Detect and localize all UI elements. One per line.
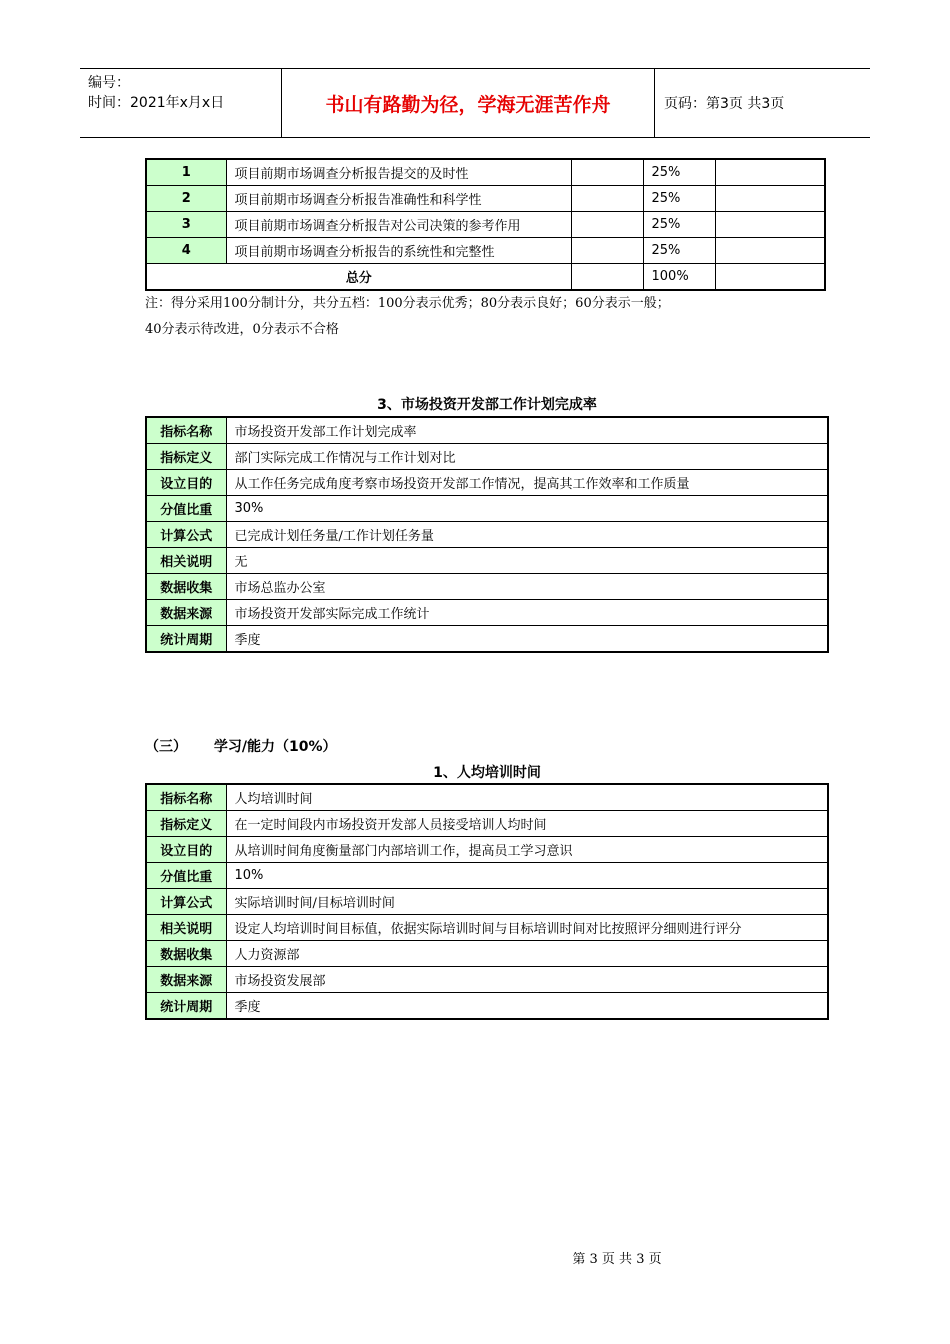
row-label: 指标定义 [146, 444, 226, 470]
row-label: 数据收集 [146, 941, 226, 967]
row-label: 指标定义 [146, 811, 226, 837]
table-row [146, 993, 828, 1020]
table-row [146, 548, 828, 574]
row-weight: 25% [643, 159, 715, 186]
row-label: 相关说明 [146, 915, 226, 941]
row-value: 人均培训时间 [226, 784, 828, 811]
date-label: 时间：2021年x月x日 [88, 95, 225, 111]
row-label: 指标名称 [146, 784, 226, 811]
section-title: 1、人均培训时间 [433, 765, 541, 781]
header-left [88, 73, 224, 113]
table-row [146, 417, 828, 444]
row-label: 统计周期 [146, 626, 226, 653]
page-header [80, 68, 870, 138]
row-value: 市场投资开发部实际完成工作统计 [226, 600, 828, 626]
row-value: 实际培训时间/目标培训时间 [226, 889, 828, 915]
section-title: 3、市场投资开发部工作计划完成率 [377, 397, 597, 413]
row-label: 设立目的 [146, 837, 226, 863]
row-weight: 25% [643, 186, 715, 212]
indicator-table [145, 416, 829, 653]
table-row [146, 784, 828, 811]
total-remark [715, 264, 825, 291]
row-label: 数据来源 [146, 967, 226, 993]
part-heading [145, 736, 337, 756]
row-label: 数据来源 [146, 600, 226, 626]
row-value: 已完成计划任务量/工作计划任务量 [226, 522, 828, 548]
table-row [146, 159, 825, 186]
row-score [571, 159, 643, 186]
row-number: 2 [146, 186, 226, 212]
indicator-table [145, 783, 829, 1020]
table-row [146, 915, 828, 941]
table-row [146, 470, 828, 496]
row-label: 指标名称 [146, 417, 226, 444]
row-value: 从工作任务完成角度考察市场投资开发部工作情况，提高其工作效率和工作质量 [226, 470, 828, 496]
table-row [146, 941, 828, 967]
row-value: 人力资源部 [226, 941, 828, 967]
table-row [146, 889, 828, 915]
row-label: 分值比重 [146, 863, 226, 889]
row-remark [715, 238, 825, 264]
row-label: 数据收集 [146, 574, 226, 600]
row-value: 设定人均培训时间目标值，依据实际培训时间与目标培训时间对比按照评分细则进行评分 [226, 915, 828, 941]
row-value: 季度 [226, 993, 828, 1020]
table-row [146, 600, 828, 626]
table-row [146, 837, 828, 863]
table-row [146, 186, 825, 212]
table-row [146, 212, 825, 238]
total-score [571, 264, 643, 291]
row-value: 无 [226, 548, 828, 574]
row-score [571, 212, 643, 238]
row-label: 分值比重 [146, 496, 226, 522]
row-item: 项目前期市场调查分析报告的系统性和完整性 [226, 238, 571, 264]
row-remark [715, 159, 825, 186]
table-row [146, 496, 828, 522]
header-page-label: 页码：第3页 共3页 [664, 96, 785, 112]
table-row [146, 967, 828, 993]
row-value: 市场投资开发部工作计划完成率 [226, 417, 828, 444]
code-label: 编号： [88, 75, 130, 91]
header-divider [654, 69, 655, 137]
score-table [145, 158, 826, 291]
row-value: 在一定时间段内市场投资开发部人员接受培训人均时间 [226, 811, 828, 837]
total-weight: 100% [643, 264, 715, 291]
part-number: （三） [145, 739, 187, 755]
table-row [146, 574, 828, 600]
table-row-total [146, 264, 825, 291]
row-value: 10% [226, 863, 828, 889]
row-number: 4 [146, 238, 226, 264]
note-line: 注：得分采用100分制计分，共分五档：100分表示优秀；80分表示良好；60分表示一般； [145, 296, 670, 311]
table-row [146, 444, 828, 470]
row-value: 30% [226, 496, 828, 522]
row-label: 相关说明 [146, 548, 226, 574]
table-row [146, 522, 828, 548]
row-value: 部门实际完成工作情况与工作计划对比 [226, 444, 828, 470]
row-value: 从培训时间角度衡量部门内部培训工作，提高员工学习意识 [226, 837, 828, 863]
row-label: 计算公式 [146, 522, 226, 548]
row-value: 市场投资发展部 [226, 967, 828, 993]
page-footer: 第 3 页 共 3 页 [572, 1252, 662, 1267]
row-remark [715, 186, 825, 212]
row-label: 统计周期 [146, 993, 226, 1020]
scoring-note [145, 291, 835, 343]
row-weight: 25% [643, 212, 715, 238]
row-score [571, 186, 643, 212]
row-remark [715, 212, 825, 238]
table-row [146, 811, 828, 837]
table-row [146, 626, 828, 653]
table-row [146, 238, 825, 264]
table-row [146, 863, 828, 889]
row-score [571, 238, 643, 264]
row-label: 计算公式 [146, 889, 226, 915]
note-line: 40分表示待改进，0分表示不合格 [145, 322, 339, 337]
part-title: 学习/能力（10%） [213, 739, 337, 755]
row-number: 3 [146, 212, 226, 238]
row-value: 市场总监办公室 [226, 574, 828, 600]
row-value: 季度 [226, 626, 828, 653]
row-item: 项目前期市场调查分析报告提交的及时性 [226, 159, 571, 186]
total-label: 总分 [146, 264, 571, 291]
row-number: 1 [146, 159, 226, 186]
row-item: 项目前期市场调查分析报告准确性和科学性 [226, 186, 571, 212]
header-motto: 书山有路勤为径，学海无涯苦作舟 [325, 93, 611, 116]
row-item: 项目前期市场调查分析报告对公司决策的参考作用 [226, 212, 571, 238]
row-weight: 25% [643, 238, 715, 264]
row-label: 设立目的 [146, 470, 226, 496]
